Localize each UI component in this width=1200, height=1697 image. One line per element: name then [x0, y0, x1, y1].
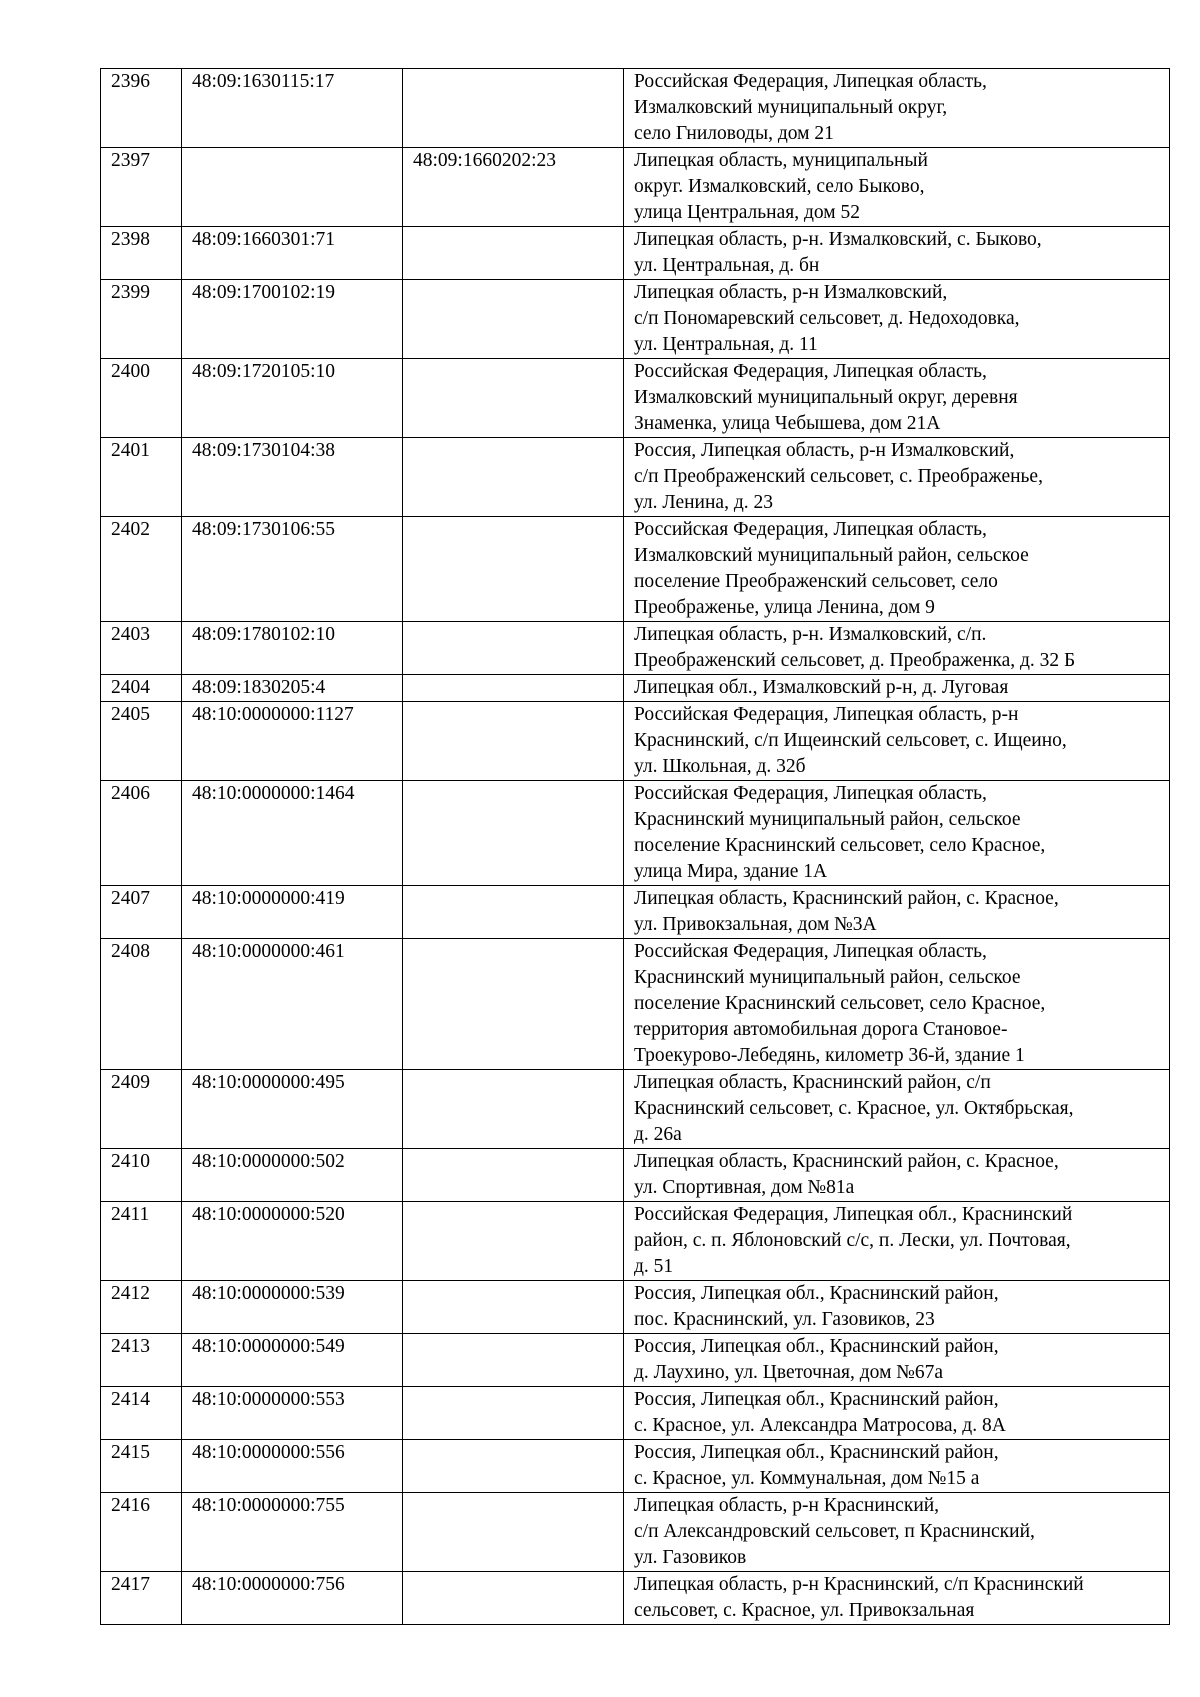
cadastral-number-alt-cell [403, 622, 624, 675]
table-row [101, 1493, 1170, 1572]
row-number-cell: 2396 [101, 69, 182, 148]
cadastral-number-alt-cell [403, 1440, 624, 1493]
table-row [101, 1334, 1170, 1387]
address-cell: Липецкая область, Краснинский район, с. Красное, ул. Привокзальная, дом №3А [624, 886, 1170, 939]
row-number-cell: 2399 [101, 280, 182, 359]
cadastral-number-alt-cell [403, 69, 624, 148]
cadastral-number-alt-cell [403, 781, 624, 886]
row-number-cell: 2403 [101, 622, 182, 675]
cadastral-number-cell: 48:10:0000000:556 [182, 1440, 403, 1493]
row-number-cell: 2412 [101, 1281, 182, 1334]
table-row [101, 1149, 1170, 1202]
cadastral-number-alt-cell [403, 359, 624, 438]
cadastral-number-alt-cell [403, 517, 624, 622]
table-row [101, 675, 1170, 702]
cadastral-number-cell: 48:09:1730106:55 [182, 517, 403, 622]
row-number-cell: 2407 [101, 886, 182, 939]
table-row [101, 148, 1170, 227]
row-number-cell: 2415 [101, 1440, 182, 1493]
row-number-cell: 2406 [101, 781, 182, 886]
address-cell: Липецкая область, р-н Краснинский, с/п Александровский сельсовет, п Краснинский, ул. Газовиков [624, 1493, 1170, 1572]
row-number-cell: 2398 [101, 227, 182, 280]
address-cell: Липецкая область, р-н. Измалковский, с/п. Преображенский сельсовет, д. Преображенка, д. 32 Б [624, 622, 1170, 675]
address-cell: Липецкая область, муниципальный округ. Измалковский, село Быково, улица Центральная, дом 52 [624, 148, 1170, 227]
cadastral-number-alt-cell [403, 939, 624, 1070]
cadastral-number-cell: 48:10:0000000:755 [182, 1493, 403, 1572]
registry-table-body [101, 69, 1170, 1625]
address-cell: Липецкая область, р-н Краснинский, с/п Краснинский сельсовет, с. Красное, ул. Привокзальная [624, 1572, 1170, 1625]
cadastral-number-alt-cell [403, 1493, 624, 1572]
registry-table [100, 68, 1170, 1625]
cadastral-number-cell [182, 148, 403, 227]
address-cell: Россия, Липецкая область, р-н Измалковский, с/п Преображенский сельсовет, с. Преображенье, ул. Ленина, д. 23 [624, 438, 1170, 517]
cadastral-number-alt-cell [403, 1202, 624, 1281]
address-cell: Липецкая область, Краснинский район, с/п Краснинский сельсовет, с. Красное, ул. Октябрьская, д. 26а [624, 1070, 1170, 1149]
address-cell: Россия, Липецкая обл., Краснинский район, пос. Краснинский, ул. Газовиков, 23 [624, 1281, 1170, 1334]
address-cell: Липецкая обл., Измалковский р-н, д. Луговая [624, 675, 1170, 702]
row-number-cell: 2405 [101, 702, 182, 781]
table-row [101, 1572, 1170, 1625]
table-row [101, 1440, 1170, 1493]
cadastral-number-alt-cell [403, 227, 624, 280]
cadastral-number-cell: 48:09:1630115:17 [182, 69, 403, 148]
cadastral-number-cell: 48:10:0000000:520 [182, 1202, 403, 1281]
row-number-cell: 2413 [101, 1334, 182, 1387]
table-row [101, 1202, 1170, 1281]
row-number-cell: 2402 [101, 517, 182, 622]
address-cell: Липецкая область, Краснинский район, с. Красное, ул. Спортивная, дом №81а [624, 1149, 1170, 1202]
row-number-cell: 2410 [101, 1149, 182, 1202]
cadastral-number-cell: 48:10:0000000:461 [182, 939, 403, 1070]
cadastral-number-cell: 48:10:0000000:756 [182, 1572, 403, 1625]
row-number-cell: 2409 [101, 1070, 182, 1149]
table-row [101, 622, 1170, 675]
cadastral-number-cell: 48:09:1700102:19 [182, 280, 403, 359]
address-cell: Российская Федерация, Липецкая область, Измалковский муниципальный округ, село Гниловоды, дом 21 [624, 69, 1170, 148]
cadastral-number-alt-cell: 48:09:1660202:23 [403, 148, 624, 227]
row-number-cell: 2397 [101, 148, 182, 227]
table-row [101, 1070, 1170, 1149]
cadastral-number-cell: 48:09:1830205:4 [182, 675, 403, 702]
row-number-cell: 2408 [101, 939, 182, 1070]
row-number-cell: 2400 [101, 359, 182, 438]
cadastral-number-alt-cell [403, 1572, 624, 1625]
table-row [101, 886, 1170, 939]
cadastral-number-cell: 48:10:0000000:495 [182, 1070, 403, 1149]
table-row [101, 781, 1170, 886]
cadastral-number-alt-cell [403, 280, 624, 359]
table-row [101, 359, 1170, 438]
address-cell: Российская Федерация, Липецкая область, Измалковский муниципальный округ, деревня Знаменка, улица Чебышева, дом 21А [624, 359, 1170, 438]
table-row [101, 517, 1170, 622]
address-cell: Липецкая область, р-н. Измалковский, с. Быково, ул. Центральная, д. бн [624, 227, 1170, 280]
cadastral-number-alt-cell [403, 1149, 624, 1202]
table-row [101, 939, 1170, 1070]
cadastral-number-alt-cell [403, 1070, 624, 1149]
cadastral-number-cell: 48:09:1660301:71 [182, 227, 403, 280]
cadastral-number-alt-cell [403, 886, 624, 939]
table-row [101, 438, 1170, 517]
row-number-cell: 2411 [101, 1202, 182, 1281]
row-number-cell: 2416 [101, 1493, 182, 1572]
row-number-cell: 2417 [101, 1572, 182, 1625]
cadastral-number-alt-cell [403, 438, 624, 517]
row-number-cell: 2401 [101, 438, 182, 517]
table-row [101, 280, 1170, 359]
cadastral-number-alt-cell [403, 1387, 624, 1440]
table-row [101, 1281, 1170, 1334]
cadastral-number-cell: 48:10:0000000:1464 [182, 781, 403, 886]
cadastral-number-cell: 48:10:0000000:1127 [182, 702, 403, 781]
row-number-cell: 2404 [101, 675, 182, 702]
address-cell: Россия, Липецкая обл., Краснинский район, с. Красное, ул. Александра Матросова, д. 8А [624, 1387, 1170, 1440]
cadastral-number-cell: 48:10:0000000:502 [182, 1149, 403, 1202]
address-cell: Российская Федерация, Липецкая область, Краснинский муниципальный район, сельское поселение Краснинский сельсовет, село Красное, территория автомобильная дорога Становое- Троекурово-Лебедянь, километр 36-й, здание 1 [624, 939, 1170, 1070]
address-cell: Российская Федерация, Липецкая область, Измалковский муниципальный район, сельское поселение Преображенский сельсовет, село Преображенье, улица Ленина, дом 9 [624, 517, 1170, 622]
cadastral-number-alt-cell [403, 675, 624, 702]
cadastral-number-alt-cell [403, 702, 624, 781]
table-row [101, 227, 1170, 280]
address-cell: Российская Федерация, Липецкая область, Краснинский муниципальный район, сельское поселение Краснинский сельсовет, село Красное, улица Мира, здание 1А [624, 781, 1170, 886]
address-cell: Россия, Липецкая обл., Краснинский район, с. Красное, ул. Коммунальная, дом №15 а [624, 1440, 1170, 1493]
address-cell: Россия, Липецкая обл., Краснинский район, д. Лаухино, ул. Цветочная, дом №67а [624, 1334, 1170, 1387]
cadastral-number-cell: 48:09:1780102:10 [182, 622, 403, 675]
address-cell: Российская Федерация, Липецкая область, р-н Краснинский, с/п Ищеинский сельсовет, с. Ищеино, ул. Школьная, д. 32б [624, 702, 1170, 781]
cadastral-number-cell: 48:10:0000000:553 [182, 1387, 403, 1440]
row-number-cell: 2414 [101, 1387, 182, 1440]
table-row [101, 702, 1170, 781]
cadastral-number-cell: 48:10:0000000:419 [182, 886, 403, 939]
table-row [101, 1387, 1170, 1440]
table-row [101, 69, 1170, 148]
cadastral-number-alt-cell [403, 1334, 624, 1387]
address-cell: Российская Федерация, Липецкая обл., Краснинский район, с. п. Яблоновский с/с, п. Лески, ул. Почтовая, д. 51 [624, 1202, 1170, 1281]
cadastral-number-cell: 48:09:1730104:38 [182, 438, 403, 517]
address-cell: Липецкая область, р-н Измалковский, с/п Пономаревский сельсовет, д. Недоходовка, ул. Центральная, д. 11 [624, 280, 1170, 359]
cadastral-number-alt-cell [403, 1281, 624, 1334]
cadastral-number-cell: 48:10:0000000:539 [182, 1281, 403, 1334]
cadastral-number-cell: 48:09:1720105:10 [182, 359, 403, 438]
cadastral-number-cell: 48:10:0000000:549 [182, 1334, 403, 1387]
